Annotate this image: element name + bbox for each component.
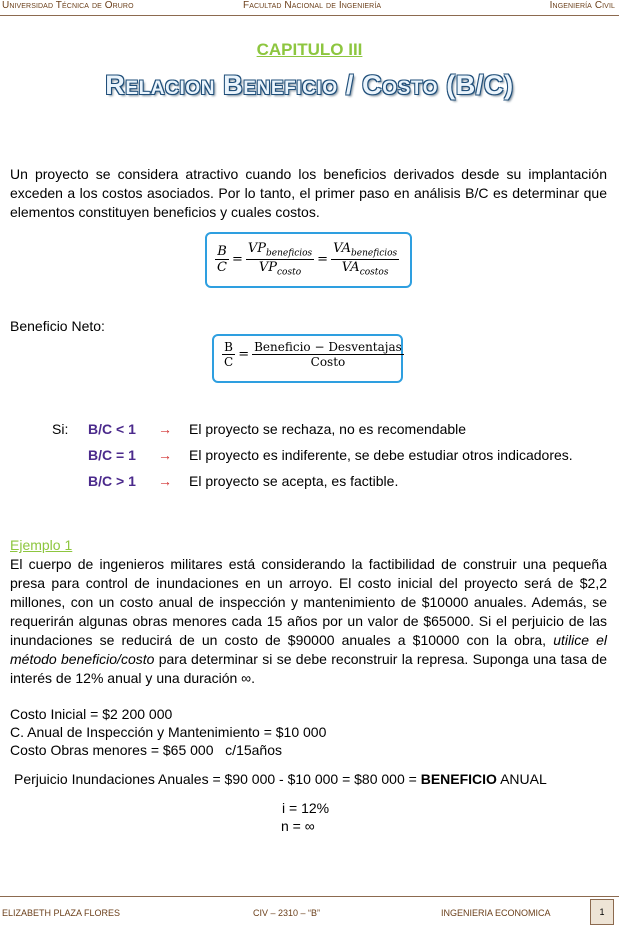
arrow-right-icon: → bbox=[158, 421, 172, 437]
rule-result: El proyecto es indiferente, se debe estudiar otros indicadores. bbox=[189, 447, 573, 463]
vp-denominator: $VP_{costo}$ bbox=[258, 259, 302, 278]
va-denominator: $VA_{costos}$ bbox=[341, 259, 389, 278]
arrow-right-icon: → bbox=[158, 473, 172, 489]
bc-num: B bbox=[215, 244, 229, 260]
page-number: 1 bbox=[590, 899, 614, 925]
net-bc-num: B bbox=[222, 340, 235, 355]
bc-formula: $\frac{B}{C}$ = $\frac{VP_{beneficios}}{VP_{costo}}$ = $\frac{VA_{beneficios}}{VA_{costos}}$ bbox=[217, 241, 398, 278]
intro-paragraph: Un proyecto se considera atractivo cuando los beneficios derivados desde su implantación exceden a los costos asociados. Por lo tanto, el primer paso en análisis B/C es determinar que elementos constituyen beneficios y cuales costos. bbox=[10, 166, 607, 220]
interest-rate: i = 12% bbox=[282, 800, 330, 816]
rule-result: El proyecto se rechaza, no es recomendable bbox=[189, 421, 467, 437]
footer-subject: INGENIERIA ECONOMICA bbox=[441, 908, 551, 918]
footer-course: CIV – 2310 – “B” bbox=[253, 908, 321, 918]
net-denominator: Costo bbox=[310, 355, 346, 369]
annual-maintenance-line: C. Anual de Inspección y Mantenimiento = $10 000 bbox=[10, 724, 327, 740]
header-department: Ingeniería Civil bbox=[549, 0, 615, 11]
data-lines bbox=[10, 705, 326, 759]
minor-works-line: Costo Obras menores = $65 000 c/15años bbox=[10, 742, 282, 758]
arrow-right-icon: → bbox=[158, 447, 172, 463]
bc-den: C bbox=[217, 259, 227, 275]
page-title: Relacion Beneficio / Costo (B/C) bbox=[105, 70, 514, 100]
net-benefit-label: Beneficio Neto: bbox=[10, 318, 105, 334]
net-numerator: Beneficio − Desventajas bbox=[254, 340, 402, 354]
va-numerator: $VA_{beneficios}$ bbox=[333, 241, 398, 259]
net-formula: $\frac{B}{C}$ = $\frac{\text{Beneficio − Desventajas}}{\text{Costo}}$ bbox=[224, 340, 402, 369]
header-divider bbox=[0, 15, 619, 16]
duration: n = ∞ bbox=[281, 818, 315, 834]
bc-fraction bbox=[215, 244, 229, 275]
rules-si-label: Si: bbox=[52, 421, 69, 437]
va-fraction bbox=[331, 241, 399, 277]
net-formula-box bbox=[212, 334, 403, 383]
rule-condition: B/C < 1 bbox=[88, 421, 136, 437]
example-title: Ejemplo 1 bbox=[10, 537, 73, 553]
header-university: Universidad Técnica de Oruro bbox=[2, 0, 134, 11]
footer-author: ELIZABETH PLAZA FLORES bbox=[2, 908, 121, 918]
vp-fraction bbox=[246, 241, 314, 277]
rule-condition: B/C > 1 bbox=[88, 473, 136, 489]
chapter-heading: CAPITULO III bbox=[256, 40, 363, 59]
net-bc-den: C bbox=[224, 355, 234, 369]
page-header bbox=[0, 0, 619, 16]
rule-result: El proyecto se acepta, es factible. bbox=[189, 473, 399, 489]
rule-condition: B/C = 1 bbox=[88, 447, 136, 463]
footer-divider bbox=[0, 896, 619, 897]
vp-numerator: $VP_{beneficios}$ bbox=[247, 241, 313, 259]
initial-cost-line: Costo Inicial = $2 200 000 bbox=[10, 706, 173, 722]
header-faculty: Facultad Nacional de Ingeniería bbox=[243, 0, 382, 11]
perjuicio-line: Perjuicio Inundaciones Anuales = $90 000 - $10 000 = $80 000 = BENEFICIO ANUAL bbox=[14, 771, 547, 787]
bc-formula-box bbox=[205, 232, 412, 288]
example-paragraph: El cuerpo de ingenieros militares está considerando la factibilidad de construir una pequeña presa para control de inundaciones en un arroyo. El costo inicial del proyecto será de $2,2 millones, con un costo anual de inspección y mantenimiento de $10000 anuales. Además, se requerirán algunas obras menores cada 15 años por un valor de $65000. Si el perjuicio de las inundaciones se reducirá de un costo de $90000 anuales a $10000 con la obra, utilice el método beneficio/costo para determinar si se debe reconstruir la represa. Suponga una tasa de interés de 12% anual y una duración ∞. bbox=[10, 556, 607, 686]
